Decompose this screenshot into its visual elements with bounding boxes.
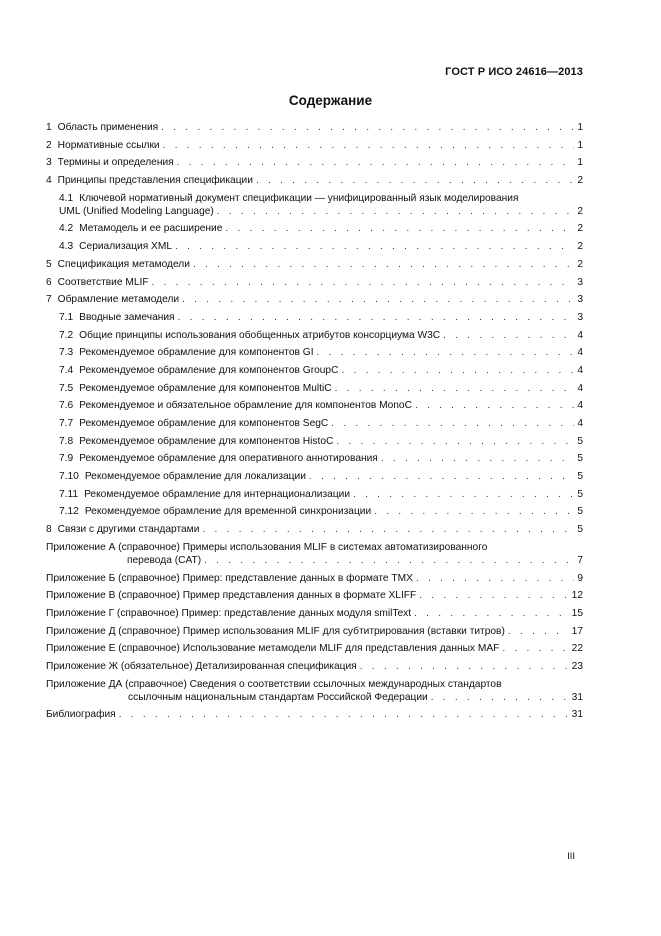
toc-entry[interactable]: [46, 505, 583, 518]
toc-entry-title: Нормативные ссылки: [57, 139, 160, 151]
toc-leader-dots: [415, 399, 574, 412]
toc-entry-page: 31: [571, 709, 583, 721]
table-of-contents: [46, 121, 583, 726]
toc-entry-title: Метамодель и ее расширение: [79, 223, 223, 235]
toc-leader-dots: [225, 222, 574, 235]
toc-entry-number: 7.4: [59, 364, 74, 376]
toc-entry[interactable]: [46, 435, 583, 448]
toc-entry[interactable]: [46, 311, 583, 324]
toc-entry-title: Приложение Е (справочное) Использование метамодели MLIF для представления данных MAF: [46, 643, 500, 655]
toc-entry-page: 4: [577, 329, 583, 341]
toc-leader-dots: [256, 174, 574, 187]
toc-entry-title: Рекомендуемое обрамление для компонентов GroupC: [79, 364, 339, 376]
toc-entry-number: 7.2: [59, 329, 74, 341]
toc-entry-title: Приложение Б (справочное) Пример: представление данных в формате TMX: [46, 572, 413, 584]
toc-leader-dots: [335, 382, 574, 395]
toc-entry-page: 7: [577, 554, 583, 566]
toc-entry-page: 3: [577, 311, 583, 323]
toc-entry-number: 5: [46, 258, 52, 270]
toc-leader-dots: [163, 139, 574, 152]
toc-entry[interactable]: [46, 293, 583, 306]
toc-entry-title: Принципы представления спецификации: [57, 175, 253, 187]
toc-entry-number: 4.2: [59, 223, 74, 235]
toc-entry-number: 4.1: [59, 192, 74, 204]
toc-entry-page: 22: [571, 643, 583, 655]
toc-entry[interactable]: [46, 554, 583, 567]
toc-entry-title: Спецификация метамодели: [57, 258, 190, 270]
toc-entry-number: 7: [46, 294, 52, 306]
toc-entry-title: Термины и определения: [57, 157, 174, 169]
toc-entry-title: Рекомендуемое обрамление для оперативного аннотирования: [79, 453, 378, 465]
toc-entry-page: 1: [577, 122, 583, 133]
toc-entry-page: 4: [577, 400, 583, 412]
toc-leader-dots: [193, 258, 574, 271]
toc-entry-number: 4.3: [59, 241, 74, 253]
toc-entry-page: 4: [577, 347, 583, 359]
toc-entry[interactable]: [46, 452, 583, 465]
toc-entry[interactable]: [46, 589, 583, 602]
toc-entry-page: 2: [577, 175, 583, 187]
toc-leader-dots: [182, 293, 574, 306]
toc-entry[interactable]: [46, 174, 583, 187]
toc-entry-page: 4: [577, 418, 583, 429]
toc-leader-dots: [419, 589, 568, 602]
toc-entry[interactable]: [46, 488, 583, 501]
toc-entry-number: 7.7: [59, 418, 74, 429]
toc-entry[interactable]: [46, 660, 583, 673]
toc-entry-title: Рекомендуемое обрамление для интернационализации: [84, 488, 351, 500]
toc-entry[interactable]: [46, 417, 583, 430]
toc-leader-dots: [341, 364, 574, 377]
toc-entry-page: 5: [577, 506, 583, 518]
toc-entry-title: Рекомендуемое обрамление для компонентов SegC: [79, 418, 329, 429]
toc-entry[interactable]: [46, 258, 583, 271]
toc-leader-dots: [178, 311, 574, 324]
toc-entry[interactable]: [46, 329, 583, 342]
toc-entry-number: 7.1: [59, 311, 74, 323]
toc-entry-number: 4: [46, 175, 52, 187]
toc-entry-title: Приложение Ж (обязательное) Детализированная спецификация: [46, 660, 357, 672]
toc-leader-dots: [431, 691, 569, 704]
toc-entry-title: Обрамление метамодели: [57, 294, 180, 306]
toc-leader-dots: [336, 435, 574, 448]
toc-entry-title: Рекомендуемое обрамление для компонентов HistoC: [79, 435, 334, 447]
toc-leader-dots: [508, 625, 569, 638]
toc-leader-dots: [204, 554, 574, 567]
toc-entry[interactable]: [46, 364, 583, 377]
toc-entry-title: ссылочным национальным стандартам Российской Федерации: [128, 691, 428, 703]
toc-entry-page: 17: [571, 625, 583, 637]
toc-leader-dots: [374, 505, 574, 518]
toc-entry-number: 3: [46, 157, 52, 169]
toc-entry-title: Приложение ДА (справочное) Сведения о соответствии ссылочных международных стандартов: [46, 678, 502, 690]
toc-entry-page: 2: [577, 241, 583, 253]
toc-entry-title: Вводные замечания: [79, 311, 175, 323]
toc-leader-dots: [202, 523, 574, 536]
toc-entry[interactable]: [46, 222, 583, 235]
toc-entry-title: Соответствие MLIF: [57, 276, 149, 288]
toc-entry[interactable]: [46, 139, 583, 152]
page-title: Содержание: [288, 93, 373, 108]
toc-entry-number: 7.12: [59, 506, 79, 518]
toc-entry-page: 5: [577, 488, 583, 500]
toc-entry-page: 15: [571, 607, 583, 619]
toc-entry-title: Библиография: [46, 709, 116, 721]
toc-leader-dots: [309, 470, 574, 483]
toc-entry[interactable]: [46, 205, 583, 218]
toc-entry-title: Приложение Д (справочное) Пример использования MLIF для субтитрирования (вставки титров): [46, 625, 505, 637]
toc-entry-page: 2: [577, 223, 583, 235]
toc-entry[interactable]: [46, 572, 583, 585]
toc-entry-number: 7.10: [59, 471, 79, 483]
toc-entry-number: 7.6: [59, 400, 74, 412]
toc-entry[interactable]: [46, 625, 583, 638]
toc-entry[interactable]: [46, 346, 583, 359]
toc-leader-dots: [443, 329, 574, 342]
toc-leader-dots: [416, 572, 574, 585]
toc-entry-title: Рекомендуемое и обязательное обрамление для компонентов MonoC: [79, 400, 412, 412]
toc-entry-page: 4: [577, 382, 583, 394]
toc-entry-page: 5: [577, 453, 583, 465]
toc-entry-page: 3: [577, 294, 583, 306]
toc-entry-title: Приложение А (справочное) Примеры использования MLIF в системах автоматизированного: [46, 541, 488, 553]
toc-entry[interactable]: [46, 691, 583, 704]
toc-entry[interactable]: [46, 156, 583, 169]
toc-entry[interactable]: [46, 192, 583, 205]
toc-entry-page: 12: [571, 590, 583, 602]
toc-entry[interactable]: [46, 382, 583, 395]
toc-leader-dots: [331, 417, 574, 430]
toc-leader-dots: [119, 708, 569, 721]
toc-entry-page: 5: [577, 524, 583, 536]
toc-leader-dots: [177, 156, 574, 169]
toc-entry[interactable]: [46, 276, 583, 289]
toc-leader-dots: [414, 607, 569, 620]
toc-entry-page: 5: [577, 435, 583, 447]
toc-entry-title: UML (Unified Modeling Language): [59, 205, 214, 217]
toc-leader-dots: [360, 660, 569, 673]
toc-entry-number: 8: [46, 524, 52, 536]
toc-entry[interactable]: [46, 523, 583, 536]
toc-entry-number: 7.8: [59, 435, 74, 447]
toc-entry[interactable]: [46, 121, 583, 134]
toc-entry-page: 1: [577, 157, 583, 169]
toc-entry-number: 2: [46, 139, 52, 151]
toc-entry[interactable]: [46, 678, 583, 691]
page-number: III: [567, 851, 575, 862]
toc-entry-number: 7.5: [59, 382, 74, 394]
toc-entry-page: 2: [577, 205, 583, 217]
toc-entry-number: 7.11: [59, 488, 79, 500]
toc-entry-page: 5: [577, 471, 583, 483]
toc-entry[interactable]: [46, 642, 583, 655]
toc-entry-title: Рекомендуемое обрамление для компонентов GI: [79, 347, 314, 359]
toc-entry-title: перевода (CAT): [127, 554, 202, 566]
toc-entry-title: Рекомендуемое обрамление для временной синхронизации: [84, 506, 372, 518]
toc-entry[interactable]: [46, 607, 583, 620]
toc-entry[interactable]: [46, 708, 583, 721]
toc-entry-title: Область применения: [57, 122, 159, 133]
toc-leader-dots: [161, 121, 574, 134]
toc-leader-dots: [502, 642, 568, 655]
toc-leader-dots: [353, 488, 574, 501]
toc-entry-page: 3: [577, 276, 583, 288]
toc-entry-title: Общие принципы использования обобщенных атрибутов консорциума W3C: [79, 329, 441, 341]
toc-entry-title: Связи с другими стандартами: [57, 524, 200, 536]
toc-leader-dots: [175, 240, 574, 253]
toc-entry-title: Приложение В (справочное) Пример представления данных в формате XLIFF: [46, 590, 417, 602]
toc-leader-dots: [152, 276, 574, 289]
toc-entry-title: Рекомендуемое обрамление для локализации: [84, 471, 306, 483]
toc-leader-dots: [217, 205, 574, 218]
toc-entry-title: Ключевой нормативный документ спецификации — унифицированный язык моделирования: [79, 192, 519, 204]
toc-entry-page: 1: [577, 139, 583, 151]
toc-entry[interactable]: [46, 470, 583, 483]
toc-entry-page: 23: [571, 660, 583, 672]
toc-leader-dots: [381, 452, 574, 465]
toc-entry-page: 2: [577, 258, 583, 270]
toc-entry[interactable]: [46, 541, 583, 554]
toc-entry-number: 6: [46, 276, 52, 288]
toc-entry-title: Рекомендуемое обрамление для компонентов MultiC: [79, 382, 332, 394]
toc-entry-page: 4: [577, 364, 583, 376]
document-id: ГОСТ Р ИСО 24616—2013: [445, 66, 583, 78]
toc-entry-number: 7.9: [59, 453, 74, 465]
toc-entry[interactable]: [46, 240, 583, 253]
toc-entry-page: 9: [577, 572, 583, 584]
toc-entry-number: 7.3: [59, 347, 74, 359]
toc-entry-title: Сериализация XML: [79, 241, 173, 253]
toc-leader-dots: [317, 346, 574, 359]
toc-entry-page: 31: [571, 691, 583, 703]
toc-entry-title: Приложение Г (справочное) Пример: представление данных модуля smilText: [46, 607, 412, 619]
toc-entry-number: 1: [46, 122, 52, 133]
toc-entry[interactable]: [46, 399, 583, 412]
